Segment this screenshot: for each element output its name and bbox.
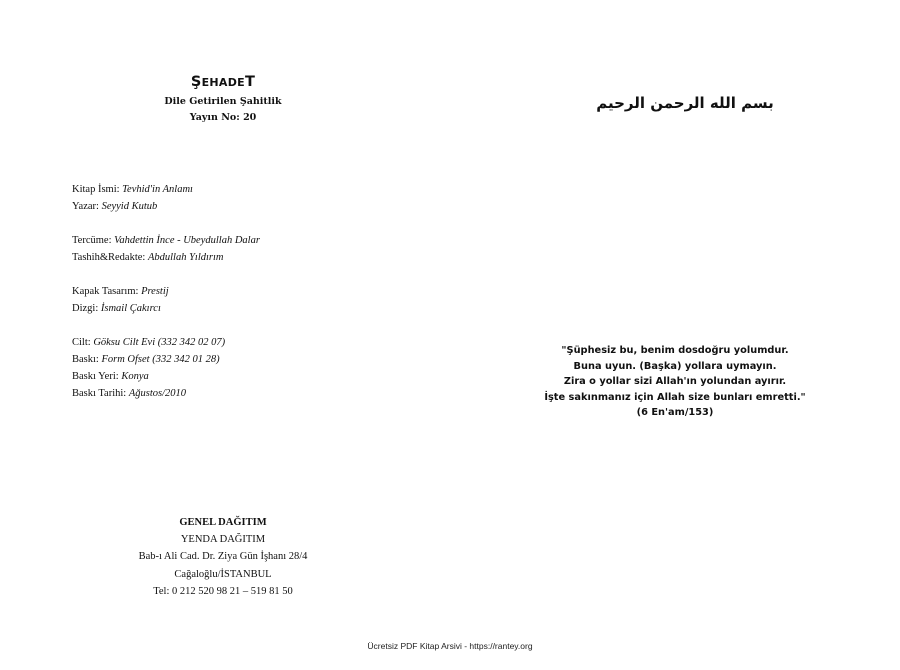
credit-line	[72, 385, 260, 402]
credit-label: Tashih&Redakte:	[72, 252, 148, 263]
credit-line	[72, 351, 260, 368]
series-number: Yayın No: 20	[189, 112, 257, 123]
credit-label: Kapak Tasarım:	[72, 286, 142, 297]
book-credits	[72, 181, 260, 402]
credit-line	[72, 181, 260, 198]
credit-label: Baskı Yeri:	[72, 371, 122, 382]
credit-line	[72, 300, 260, 317]
verse-line: İşte sakınmanız için Allah size bunları emretti."	[544, 391, 806, 403]
distribution-address-line2: Cağaloğlu/İSTANBUL	[174, 568, 272, 580]
verse-line: Buna uyun. (Başka) yollara uymayın.	[573, 360, 777, 372]
verse-quote	[520, 343, 830, 421]
credit-value: Vahdettin İnce - Ubeydullah Dalar	[114, 235, 260, 246]
credit-group	[72, 181, 260, 215]
credit-value: Prestij	[141, 286, 169, 297]
credit-label: Baskı Tarihi:	[72, 388, 129, 399]
credit-value: Göksu Cilt Evi (332 342 02 07)	[93, 337, 226, 348]
credit-group	[72, 232, 260, 266]
distribution-address-line1: Bab-ı Ali Cad. Dr. Ziya Gün İşhanı 28/4	[138, 551, 308, 563]
credit-label: Tercüme:	[72, 235, 115, 246]
publisher-subtitle: Dile Getirilen Şahitlik	[164, 96, 282, 107]
credit-label: Yazar:	[72, 201, 102, 212]
credit-group	[72, 283, 260, 317]
distribution-company: YENDA DAĞITIM	[180, 534, 266, 546]
basmala-text: بسم الله الرحمن الرحيم	[596, 94, 774, 112]
distribution-phone: Tel: 0 212 520 98 21 – 519 81 50	[153, 585, 293, 597]
verse-line: Zira o yollar sizi Allah'ın yolundan ayırır.	[563, 376, 787, 387]
credit-label: Cilt:	[72, 337, 94, 348]
credit-line	[72, 368, 260, 385]
distribution-block	[100, 514, 346, 600]
footer-archive-note: Ücretsiz PDF Kitap Arsivi - https://rantey.org	[367, 641, 533, 651]
credit-label: Kitap İsmi:	[72, 184, 123, 195]
credit-value: Ağustos/2010	[128, 388, 186, 399]
credit-label: Baskı:	[72, 354, 102, 365]
credit-line	[72, 232, 260, 249]
distribution-title: GENEL DAĞITIM	[179, 517, 267, 528]
credit-line	[72, 334, 260, 351]
credit-line	[72, 198, 260, 215]
credit-group	[72, 334, 260, 402]
verse-line: "Şüphesiz bu, benim dosdoğru yolumdur.	[561, 345, 789, 356]
publisher-header	[100, 74, 346, 123]
credit-label: Dizgi:	[72, 303, 101, 314]
credit-value: Seyyid Kutub	[101, 201, 158, 212]
credit-line	[72, 249, 260, 266]
verse-reference: (6 En'am/153)	[636, 407, 714, 418]
publisher-title: ŞEHADET	[190, 74, 256, 90]
credit-line	[72, 283, 260, 300]
credit-value: İsmail Çakırcı	[100, 303, 161, 314]
credit-value: Abdullah Yıldırım	[147, 252, 224, 263]
credit-value: Form Ofset (332 342 01 28)	[101, 354, 220, 365]
credit-value: Tevhid'in Anlamı	[122, 184, 193, 195]
credit-value: Konya	[121, 371, 149, 382]
